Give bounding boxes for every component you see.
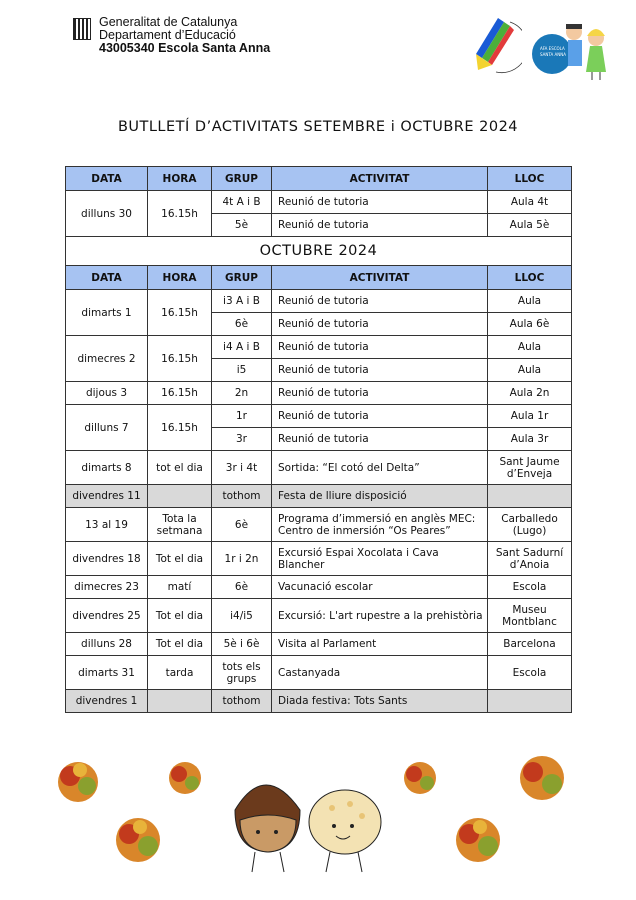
place-cell: Aula 3r	[488, 428, 572, 451]
date-cell: dilluns 28	[66, 633, 148, 656]
group-cell: 3r	[212, 428, 272, 451]
place-cell: Escola	[488, 576, 572, 599]
month-heading: OCTUBRE 2024	[66, 237, 572, 266]
column-header: DATA	[66, 266, 148, 290]
place-cell: Aula 1r	[488, 405, 572, 428]
activity-cell: Reunió de tutoria	[272, 191, 488, 214]
panellet-character-icon	[309, 790, 381, 872]
column-header: DATA	[66, 167, 148, 191]
activity-cell: Castanyada	[272, 656, 488, 690]
date-cell: 13 al 19	[66, 508, 148, 542]
time-cell: Tota la setmana	[148, 508, 212, 542]
activity-cell: Reunió de tutoria	[272, 290, 488, 313]
table-row	[66, 336, 572, 359]
place-cell: Aula 5è	[488, 214, 572, 237]
time-cell: Tot el dia	[148, 633, 212, 656]
time-cell: Tot el dia	[148, 599, 212, 633]
activities-table	[65, 166, 572, 713]
letterhead-line-2: Departament d’Educació	[99, 28, 236, 42]
column-header: GRUP	[212, 167, 272, 191]
chestnut-character-icon	[235, 785, 300, 872]
place-cell	[488, 690, 572, 713]
column-header: ACTIVITAT	[272, 167, 488, 191]
activity-cell: Vacunació escolar	[272, 576, 488, 599]
group-cell: i4/i5	[212, 599, 272, 633]
date-cell: dilluns 30	[66, 191, 148, 237]
table-row	[66, 690, 572, 713]
group-cell: 5è i 6è	[212, 633, 272, 656]
time-cell: tarda	[148, 656, 212, 690]
table-row	[66, 451, 572, 485]
time-cell: Tot el dia	[148, 542, 212, 576]
activity-cell: Reunió de tutoria	[272, 405, 488, 428]
svg-text:AFA ESCOLA: AFA ESCOLA	[540, 46, 565, 51]
group-cell: 1r	[212, 405, 272, 428]
column-header: HORA	[148, 167, 212, 191]
group-cell: i3 A i B	[212, 290, 272, 313]
place-cell: Escola	[488, 656, 572, 690]
date-cell: dimarts 1	[66, 290, 148, 336]
time-cell: tot el dia	[148, 451, 212, 485]
table-row	[66, 576, 572, 599]
activity-cell: Reunió de tutoria	[272, 336, 488, 359]
activity-cell: Festa de lliure disposició	[272, 485, 488, 508]
autumn-leaves-icon	[58, 756, 564, 862]
time-cell: 16.15h	[148, 290, 212, 336]
date-cell: divendres 25	[66, 599, 148, 633]
activity-cell: Reunió de tutoria	[272, 214, 488, 237]
svg-text:SANTA ANNA: SANTA ANNA	[540, 52, 566, 57]
table-row	[66, 191, 572, 214]
activity-cell: Sortida: “El cotó del Delta”	[272, 451, 488, 485]
date-cell: dimecres 23	[66, 576, 148, 599]
time-cell: 16.15h	[148, 382, 212, 405]
table-row	[66, 485, 572, 508]
activity-cell: Reunió de tutoria	[272, 382, 488, 405]
letterhead-line-1: Generalitat de Catalunya	[99, 15, 238, 29]
date-cell: dilluns 7	[66, 405, 148, 451]
activity-cell: Programa d’immersió en anglès MEC: Centro de inmersión “Os Peares”	[272, 508, 488, 542]
column-header: LLOC	[488, 266, 572, 290]
time-cell: 16.15h	[148, 336, 212, 382]
activity-cell: Visita al Parlament	[272, 633, 488, 656]
place-cell: Aula	[488, 336, 572, 359]
group-cell: 4t A i B	[212, 191, 272, 214]
activity-cell: Reunió de tutoria	[272, 359, 488, 382]
time-cell	[148, 485, 212, 508]
column-header: LLOC	[488, 167, 572, 191]
date-cell: divendres 18	[66, 542, 148, 576]
place-cell: Aula	[488, 359, 572, 382]
group-cell: 3r i 4t	[212, 451, 272, 485]
table-row	[66, 382, 572, 405]
place-cell: Barcelona	[488, 633, 572, 656]
group-cell: i4 A i B	[212, 336, 272, 359]
group-cell: 1r i 2n	[212, 542, 272, 576]
place-cell: Aula	[488, 290, 572, 313]
group-cell: i5	[212, 359, 272, 382]
table-row	[66, 599, 572, 633]
activity-cell: Reunió de tutoria	[272, 313, 488, 336]
activity-cell: Excursió: L'art rupestre a la prehistòria	[272, 599, 488, 633]
place-cell: Sant Sadurní d’Anoia	[488, 542, 572, 576]
generalitat-seal-icon	[73, 18, 91, 40]
group-cell: 6è	[212, 576, 272, 599]
group-cell: 2n	[212, 382, 272, 405]
place-cell: Aula 2n	[488, 382, 572, 405]
date-cell: divendres 1	[66, 690, 148, 713]
place-cell: Carballedo (Lugo)	[488, 508, 572, 542]
school-pencil-logo	[466, 12, 522, 74]
date-cell: dimarts 31	[66, 656, 148, 690]
month-heading-row	[66, 237, 572, 266]
bulletin-title: BUTLLETÍ D’ACTIVITATS SETEMBRE i OCTUBRE 2024	[117, 119, 519, 135]
time-cell	[148, 690, 212, 713]
time-cell: 16.15h	[148, 405, 212, 451]
table-row	[66, 633, 572, 656]
column-header: GRUP	[212, 266, 272, 290]
place-cell: Museu Montblanc	[488, 599, 572, 633]
date-cell: dimarts 8	[66, 451, 148, 485]
place-cell: Aula 6è	[488, 313, 572, 336]
place-cell: Aula 4t	[488, 191, 572, 214]
place-cell	[488, 485, 572, 508]
autumn-decoration	[0, 740, 636, 900]
date-cell: divendres 11	[66, 485, 148, 508]
group-cell: tothom	[212, 485, 272, 508]
activity-cell: Reunió de tutoria	[272, 428, 488, 451]
table-row	[66, 405, 572, 428]
school-name: 43005340 Escola Santa Anna	[99, 41, 271, 55]
table-row	[66, 542, 572, 576]
time-cell: matí	[148, 576, 212, 599]
group-cell: 6è	[212, 313, 272, 336]
column-header: ACTIVITAT	[272, 266, 488, 290]
table-row	[66, 656, 572, 690]
table-header-row	[66, 266, 572, 290]
activity-cell: Excursió Espai Xocolata i Cava Blancher	[272, 542, 488, 576]
table-row	[66, 508, 572, 542]
activity-cell: Diada festiva: Tots Sants	[272, 690, 488, 713]
date-cell: dimecres 2	[66, 336, 148, 382]
group-cell: 5è	[212, 214, 272, 237]
table-header-row	[66, 167, 572, 191]
afa-logo	[530, 18, 620, 82]
column-header: HORA	[148, 266, 212, 290]
group-cell: 6è	[212, 508, 272, 542]
table-row	[66, 290, 572, 313]
time-cell: 16.15h	[148, 191, 212, 237]
place-cell: Sant Jaume d’Enveja	[488, 451, 572, 485]
group-cell: tothom	[212, 690, 272, 713]
date-cell: dijous 3	[66, 382, 148, 405]
group-cell: tots els grups	[212, 656, 272, 690]
